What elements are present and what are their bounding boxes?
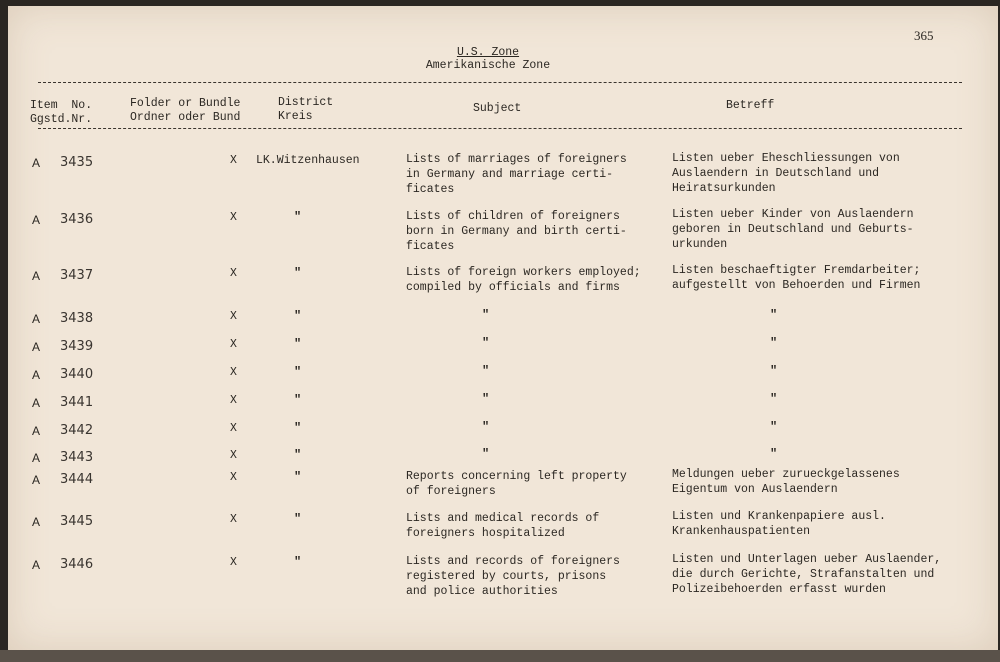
- row-betreff: ": [770, 364, 778, 378]
- row-subject: Lists of marriages of foreigners in Germany and marriage certi- ficates: [406, 153, 627, 196]
- row-prefix: A: [32, 368, 41, 382]
- row-subject: ": [482, 420, 490, 434]
- row-folder: X: [230, 394, 237, 407]
- header-betreff: Betreff: [726, 99, 775, 112]
- row-subject: Lists and records of foreigners registered by courts, prisons and police authorities: [406, 555, 620, 598]
- row-district: ": [294, 421, 302, 435]
- row-betreff: Meldungen ueber zurueckgelassenes Eigentum von Auslaendern: [672, 468, 900, 496]
- row-subject: ": [482, 364, 490, 378]
- row-district: ": [294, 309, 302, 323]
- row-subject: Lists of children of foreigners born in Germany and birth certi- ficates: [406, 210, 627, 253]
- row-subject: Lists and medical records of foreigners hospitalized: [406, 512, 600, 540]
- row-number: 3438: [60, 311, 94, 326]
- row-prefix: A: [32, 515, 41, 529]
- header-bottom-rule: [38, 128, 962, 129]
- row-betreff: ": [770, 447, 778, 461]
- header-subject: Subject: [473, 102, 522, 115]
- row-betreff: Listen und Krankenpapiere ausl. Krankenhauspatienten: [672, 510, 886, 538]
- row-prefix: A: [32, 558, 41, 572]
- row-prefix: A: [32, 424, 41, 438]
- row-district: ": [294, 266, 302, 280]
- row-prefix: A: [32, 451, 41, 465]
- row-district: ": [294, 512, 302, 526]
- header-item: Item No. Ggstd.Nr.: [30, 99, 93, 126]
- row-number: 3445: [60, 514, 94, 529]
- row-subject: ": [482, 336, 490, 350]
- row-folder: X: [230, 471, 237, 484]
- row-district: ": [294, 448, 302, 462]
- row-number: 3443: [60, 450, 94, 465]
- row-folder: X: [230, 366, 237, 379]
- row-subject: ": [482, 308, 490, 322]
- row-prefix: A: [32, 156, 41, 170]
- header-district: District Kreis: [278, 96, 334, 123]
- row-number: 3439: [60, 339, 94, 354]
- header-folder: Folder or Bundle Ordner oder Bund: [130, 97, 241, 124]
- row-folder: X: [230, 338, 237, 351]
- row-prefix: A: [32, 473, 41, 487]
- row-prefix: A: [32, 269, 41, 283]
- row-prefix: A: [32, 340, 41, 354]
- row-district: LK.Witzenhausen: [256, 154, 360, 167]
- zone-title-en: U.S. Zone: [456, 46, 520, 59]
- row-number: 3435: [60, 155, 94, 170]
- row-subject: Reports concerning left property of foreigners: [406, 470, 627, 498]
- row-number: 3444: [60, 472, 94, 487]
- row-number: 3446: [60, 557, 94, 572]
- row-prefix: A: [32, 213, 41, 227]
- row-prefix: A: [32, 312, 41, 326]
- row-number: 3442: [60, 423, 94, 438]
- row-folder: X: [230, 211, 237, 224]
- zone-title: [8, 46, 968, 59]
- row-betreff: Listen ueber Kinder von Auslaendern geboren in Deutschland und Geburts- urkunden: [672, 208, 914, 251]
- row-betreff: Listen und Unterlagen ueber Auslaender, die durch Gerichte, Strafanstalten und Polizeibehoerden erfasst wurden: [672, 553, 942, 596]
- page-number: 365: [914, 28, 934, 43]
- row-folder: X: [230, 449, 237, 462]
- row-betreff: ": [770, 336, 778, 350]
- row-betreff: Listen ueber Eheschliessungen von Auslaendern in Deutschland und Heiratsurkunden: [672, 152, 900, 195]
- row-folder: X: [230, 154, 237, 167]
- row-number: 3440: [60, 367, 94, 382]
- row-district: ": [294, 365, 302, 379]
- zone-title-de: Amerikanische Zone: [425, 59, 551, 72]
- row-district: ": [294, 393, 302, 407]
- row-betreff: ": [770, 420, 778, 434]
- scan-edge: [0, 650, 1000, 662]
- row-district: ": [294, 337, 302, 351]
- row-betreff: ": [770, 392, 778, 406]
- row-folder: X: [230, 556, 237, 569]
- row-folder: X: [230, 310, 237, 323]
- row-district: ": [294, 470, 302, 484]
- header-top-rule: [38, 82, 962, 83]
- row-folder: X: [230, 267, 237, 280]
- document-page: [8, 6, 998, 650]
- row-prefix: A: [32, 396, 41, 410]
- row-folder: X: [230, 422, 237, 435]
- row-number: 3437: [60, 268, 94, 283]
- row-number: 3441: [60, 395, 94, 410]
- row-subject: Lists of foreign workers employed; compiled by officials and firms: [406, 266, 641, 294]
- row-district: ": [294, 555, 302, 569]
- row-betreff: Listen beschaeftigter Fremdarbeiter; aufgestellt von Behoerden und Firmen: [672, 264, 921, 292]
- row-number: 3436: [60, 212, 94, 227]
- row-subject: ": [482, 392, 490, 406]
- row-folder: X: [230, 513, 237, 526]
- row-district: ": [294, 210, 302, 224]
- row-betreff: ": [770, 308, 778, 322]
- row-subject: ": [482, 447, 490, 461]
